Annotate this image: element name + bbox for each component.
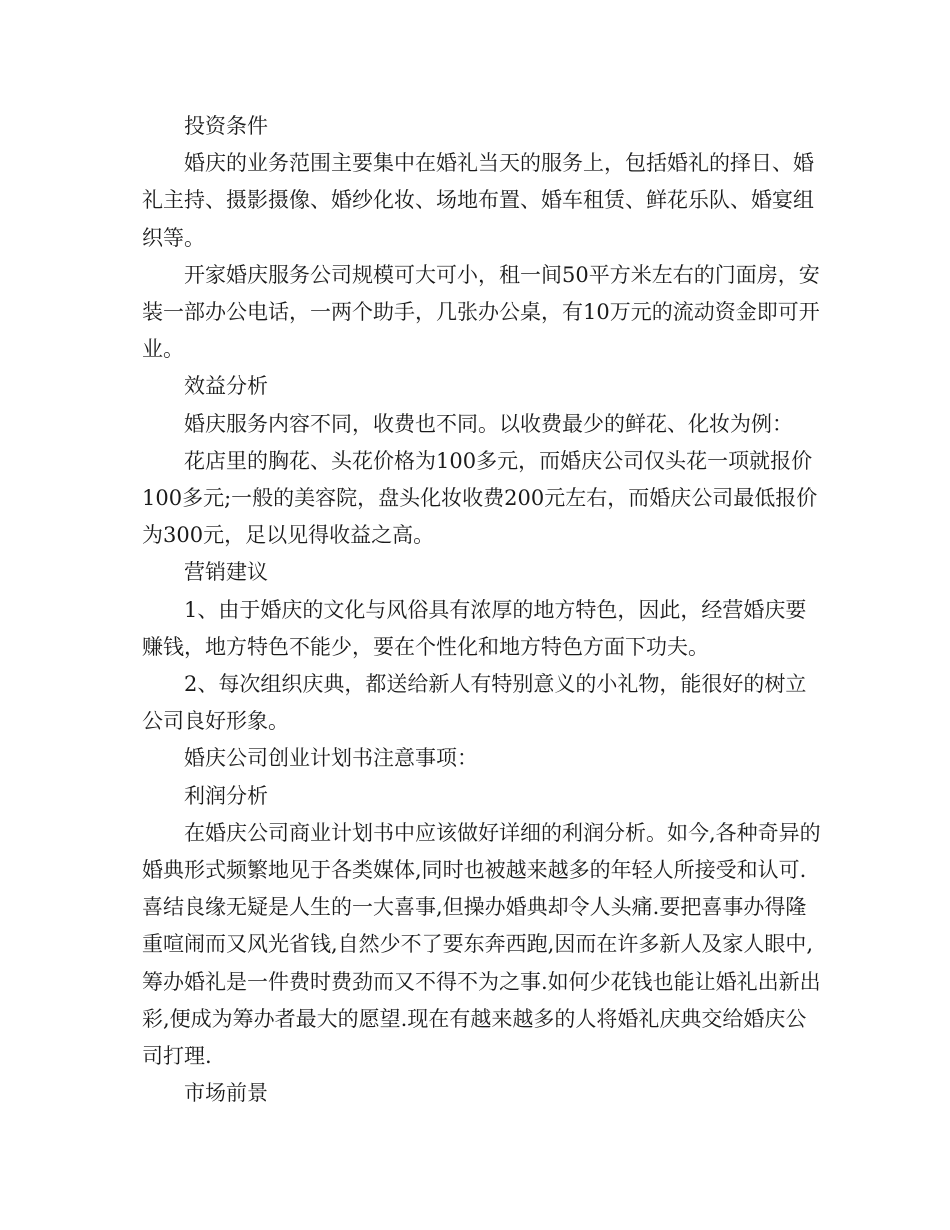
paragraph-business-scope: 婚庆的业务范围主要集中在婚礼当天的服务上，包括婚礼的择日、婚礼主持、摄影摄像、婚纱化妆、场地布置、婚车租赁、鲜花乐队、婚宴组织等。 [142, 151, 814, 250]
document-body [142, 108, 822, 1112]
heading-investment-conditions: 投资条件 [184, 114, 268, 138]
heading-market-prospects: 市场前景 [184, 1081, 268, 1106]
paragraph-startup-requirements: 开家婚庆服务公司规模可大可小，租一间50平方米左右的门面房，安装一部办公电话，一两个助手，几张办公桌，有10万元的流动资金即可开业。 [142, 262, 820, 362]
paragraph-suggestion-2: 2、每次组织庆典，都送给新人有特别意义的小礼物，能很好的树立公司良好形象。 [142, 672, 807, 734]
heading-profit-analysis: 利润分析 [184, 783, 268, 808]
paragraph-fee-example: 花店里的胸花、头花价格为100多元，而婚庆公司仅头花一项就报价100多元;一般的美容院，盘头化妆收费200元左右，而婚庆公司最低报价为300元，足以见得收益之高。 [142, 448, 818, 548]
paragraph-profit-analysis: 在婚庆公司商业计划书中应该做好详细的利润分析。如今,各种奇异的婚典形式频繁地见于各类媒体,同时也被越来越多的年轻人所接受和认可.喜结良缘无疑是人生的一大喜事,但操办婚典却令人头痛.要把喜事办得隆重喧闹而又风光省钱,自然少不了要东奔西跑,因而在许多新人及家人眼中,筹办婚礼是一件费时费劲而又不得不为之事.如何少花钱也能让婚礼出新出彩,便成为筹办者最大的愿望.现在有越来越多的人将婚礼庆典交给婚庆公司打理. [142, 820, 821, 1069]
heading-benefit-analysis: 效益分析 [184, 374, 268, 399]
heading-plan-notes: 婚庆公司创业计划书注意事项： [184, 746, 478, 771]
paragraph-suggestion-1: 1、由于婚庆的文化与风俗具有浓厚的地方特色，因此，经营婚庆要赚钱，地方特色不能少，要在个性化和地方特色方面下功夫。 [142, 597, 807, 659]
paragraph-fee-intro: 婚庆服务内容不同，收费也不同。以收费最少的鲜花、化妆为例： [184, 411, 793, 436]
heading-marketing-suggestions: 营销建议 [184, 560, 268, 585]
